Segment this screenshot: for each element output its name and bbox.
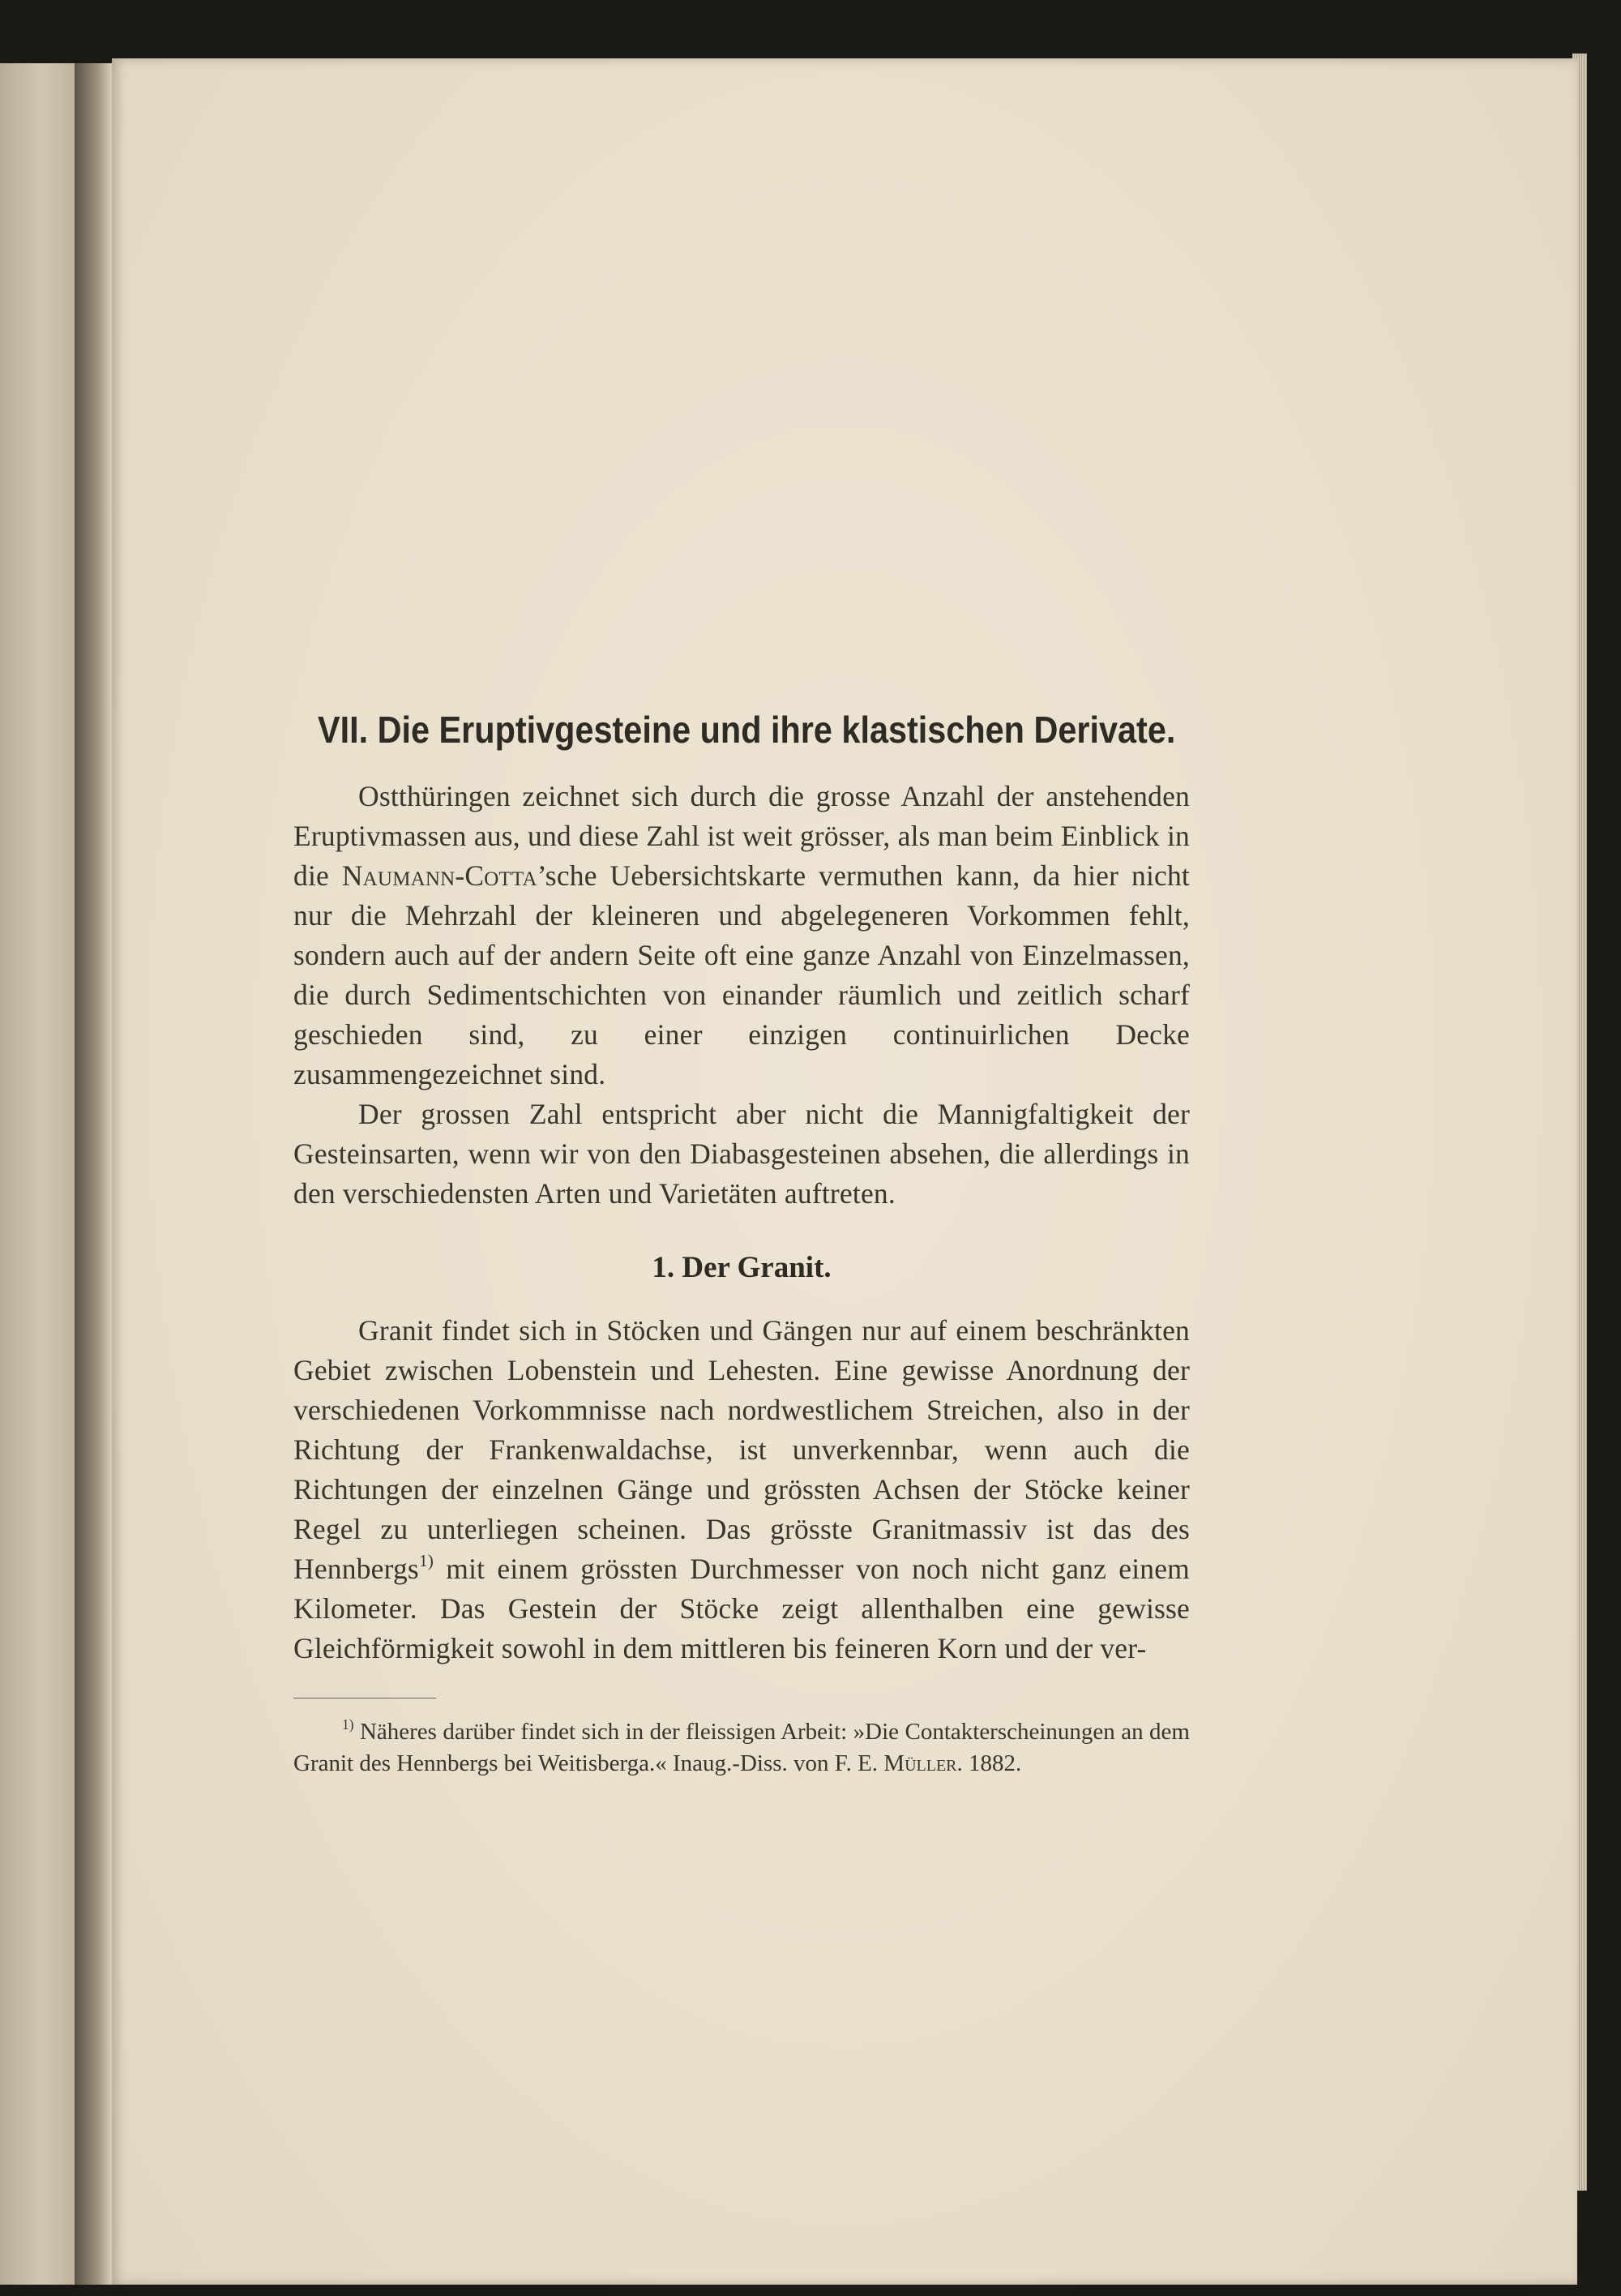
footnote-reference[interactable]: 1) — [418, 1551, 434, 1571]
footnote — [293, 1716, 1190, 1780]
intro-text-a: Ostthüringen zeichnet sich durch die grosse Anzahl der anstehenden Eruptivmassen aus, und diese Zahl ist weit grösser, als man beim Einblick in die — [293, 780, 1190, 892]
section-text-a: Granit findet sich in Stöcken und Gängen nur auf einem beschränkten Gebiet zwischen Lobenstein und Lehesten. Eine gewisse Anordnung der verschiedenen Vorkommnisse nach nordwestlichem Streichen, also in der Richtung der Frankenwaldachse, ist unverkennbar, wenn auch die Richtungen der einzelnen Gänge und grössten Achsen der Stöcke keiner Regel zu unterliegen scheinen. Das grösste Granitmassiv ist das des Hennbergs — [293, 1314, 1190, 1585]
chapter-title: VII. Die Eruptivgesteine und ihre klastischen Derivate. — [318, 709, 1176, 751]
footnote-text-a: Näheres darüber findet sich in der fleissigen Arbeit: »Die Contakterscheinungen an dem Granit des Hennbergs bei Weitisberga.« Inaug.-Diss. von F. E. — [293, 1719, 1190, 1776]
previous-page-edge — [0, 63, 75, 2285]
intro-paragraph-2: Der grossen Zahl entspricht aber nicht die Mannigfaltigkeit der Gesteinsarten, wenn wir von den Diabasgesteinen absehen, die allerdings in den verschiedensten Arten und Varietäten auftreten. — [293, 1098, 1190, 1210]
section-title: 1. Der Granit. — [652, 1251, 832, 1284]
section-text-b: mit einem grössten Durchmesser von noch nicht ganz einem Kilometer. Das Gestein der Stöcke zeigt allenthalben eine gewisse Gleichförmigkeit sowohl in dem mittleren bis feineren Korn und der ver- — [293, 1553, 1190, 1664]
page-content — [293, 705, 1190, 1780]
section-paragraph — [293, 1311, 1190, 1668]
intro-text-b: ’sche Uebersichtskarte vermuthen kann, da hier nicht nur die Mehrzahl der kleineren und abgelegeneren Vorkommen fehlt, sondern auch auf der andern Seite oft eine ganze Anzahl von Einzelmassen, die durch Sedimentschichten von einander räumlich und zeitlich scharf geschieden sind, zu einer einzigen continuirlichen Decke zusammengezeichnet sind. — [293, 859, 1190, 1090]
footnote-author: Müller — [883, 1750, 957, 1776]
book-gutter — [75, 63, 112, 2285]
footnote-text-b: . 1882. — [956, 1750, 1022, 1776]
footnote-marker: 1) — [342, 1716, 354, 1733]
author-name-naumann-cotta: Naumann-Cotta — [341, 859, 537, 892]
intro-paragraph-1 — [293, 777, 1190, 1094]
